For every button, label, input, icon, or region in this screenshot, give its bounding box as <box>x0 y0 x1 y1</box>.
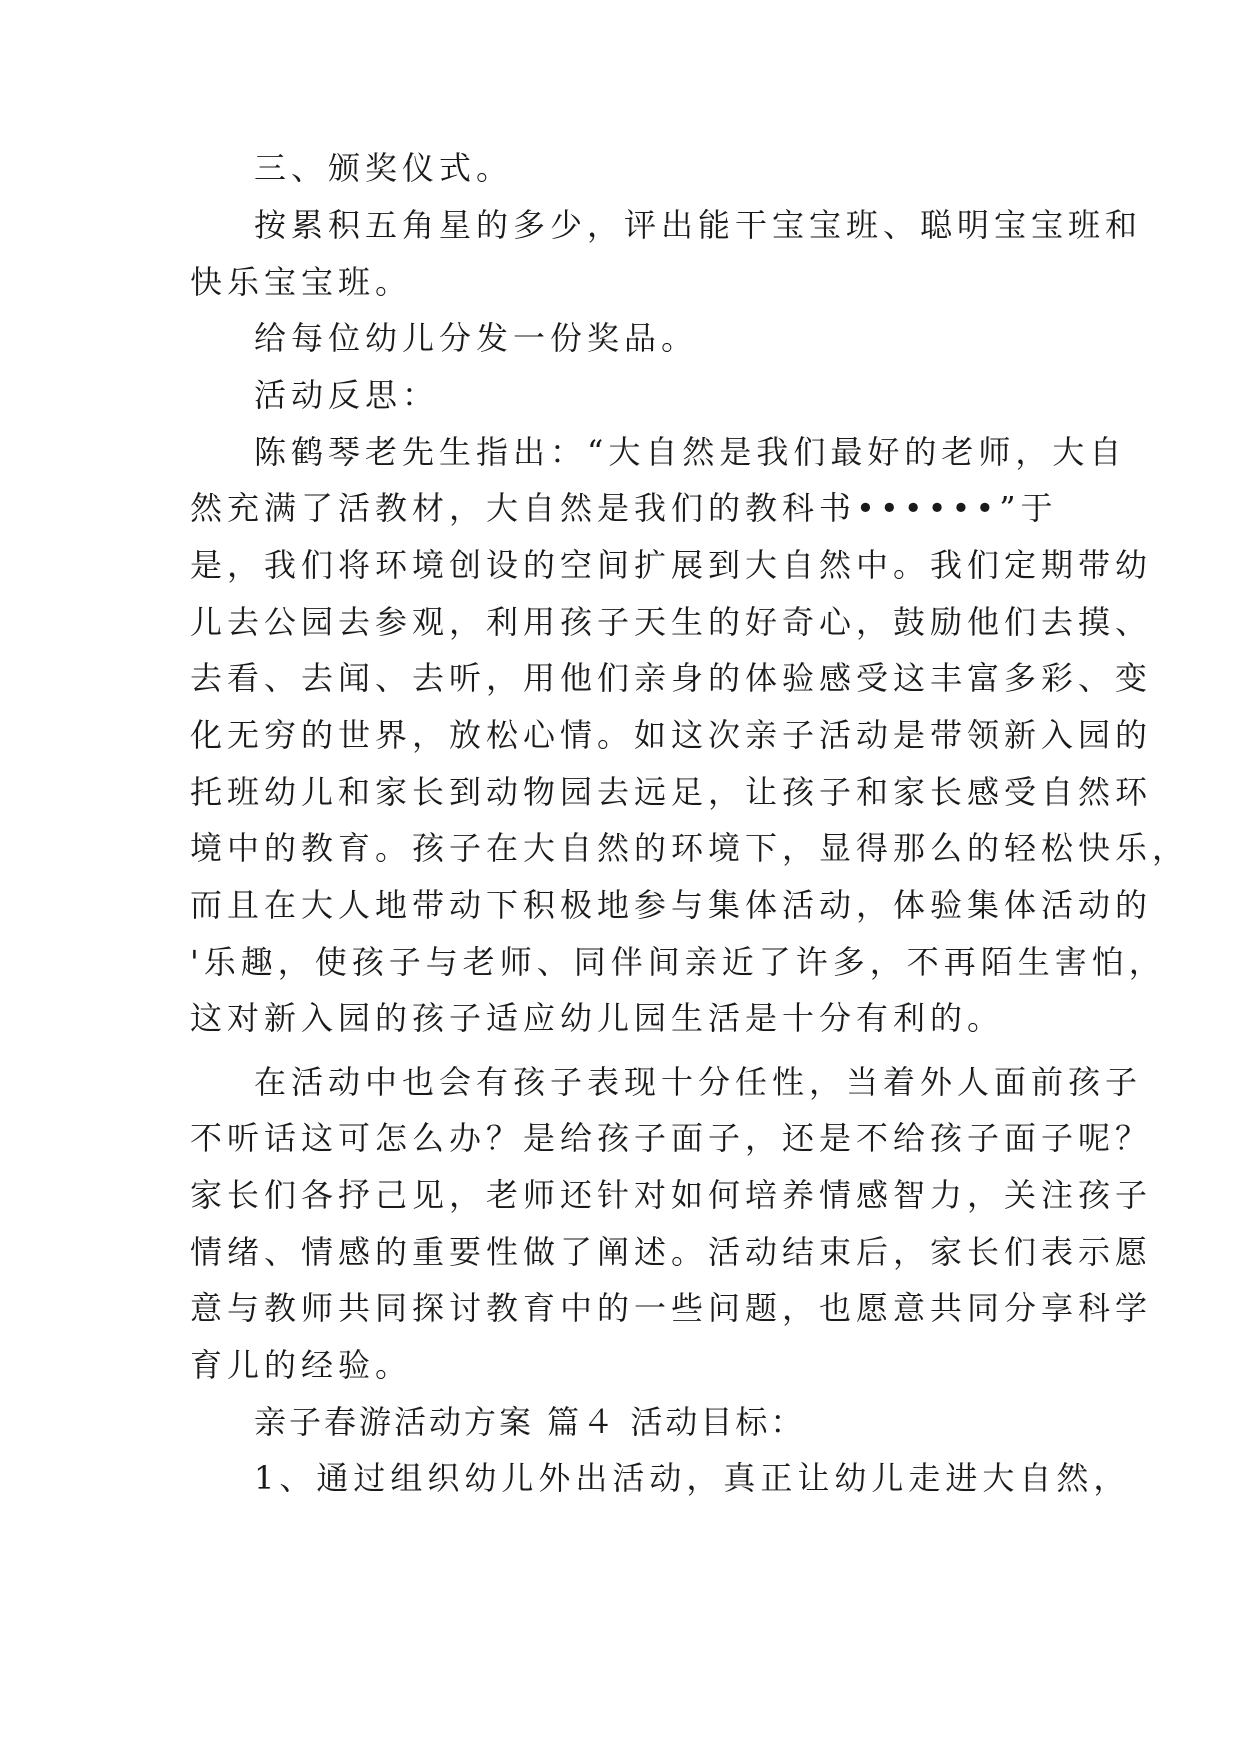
paragraph-line: 在活动中也会有孩子表现十分任性，当着外人面前孩子 <box>254 1063 1143 1101</box>
paragraph-line: 然充满了活教材，大自然是我们的教科书••••••”于 <box>190 489 1058 527</box>
objective-item: 1、通过组织幼儿外出活动，真正让幼儿走进大自然， <box>254 1459 1131 1497</box>
paragraph-line: 这对新入园的孩子适应幼儿园生活是十分有利的。 <box>190 999 1005 1037</box>
paragraph-line: 而且在大人地带动下积极地参与集体活动，体验集体活动的 <box>190 886 1153 924</box>
paragraph-line: 给每位幼儿分发一份奖品。 <box>254 319 699 357</box>
section-heading-award: 三、颁奖仪式。 <box>254 149 514 187</box>
paragraph-line: 育儿的经验。 <box>190 1346 413 1384</box>
paragraph-line: 不听话这可怎么办？是给孩子面子，还是不给孩子面子呢？ <box>190 1119 1153 1157</box>
paragraph-line: 意与教师共同探讨教育中的一些问题，也愿意共同分享科学 <box>190 1289 1153 1327</box>
section-heading-reflection: 活动反思： <box>254 376 440 414</box>
paragraph-line: 是，我们将环境创设的空间扩展到大自然中。我们定期带幼 <box>190 546 1153 584</box>
paragraph-line: 去看、去闻、去听，用他们亲身的体验感受这丰富多彩、变 <box>190 659 1153 697</box>
paragraph-line: 托班幼儿和家长到动物园去远足，让孩子和家长感受自然环 <box>190 773 1153 811</box>
section-heading-plan-4: 亲子春游活动方案 篇４ 活动目标： <box>254 1403 806 1441</box>
paragraph-line: '乐趣，使孩子与老师、同伴间亲近了许多，不再陌生害怕， <box>190 943 1166 981</box>
paragraph-line: 境中的教育。孩子在大自然的环境下，显得那么的轻松快乐， <box>190 829 1190 867</box>
paragraph-line: 快乐宝宝班。 <box>190 263 413 301</box>
paragraph-line: 情绪、情感的重要性做了阐述。活动结束后，家长们表示愿 <box>190 1233 1153 1271</box>
paragraph-line: 陈鹤琴老先生指出：“大自然是我们最好的老师，大自 <box>254 433 1127 471</box>
paragraph-line: 儿去公园去参观，利用孩子天生的好奇心，鼓励他们去摸、 <box>190 603 1153 641</box>
paragraph-line: 家长们各抒己见，老师还针对如何培养情感智力，关注孩子 <box>190 1176 1153 1214</box>
paragraph-line: 化无穷的世界，放松心情。如这次亲子活动是带领新入园的 <box>190 716 1153 754</box>
paragraph-line: 按累积五角星的多少，评出能干宝宝班、聪明宝宝班和 <box>254 206 1143 244</box>
